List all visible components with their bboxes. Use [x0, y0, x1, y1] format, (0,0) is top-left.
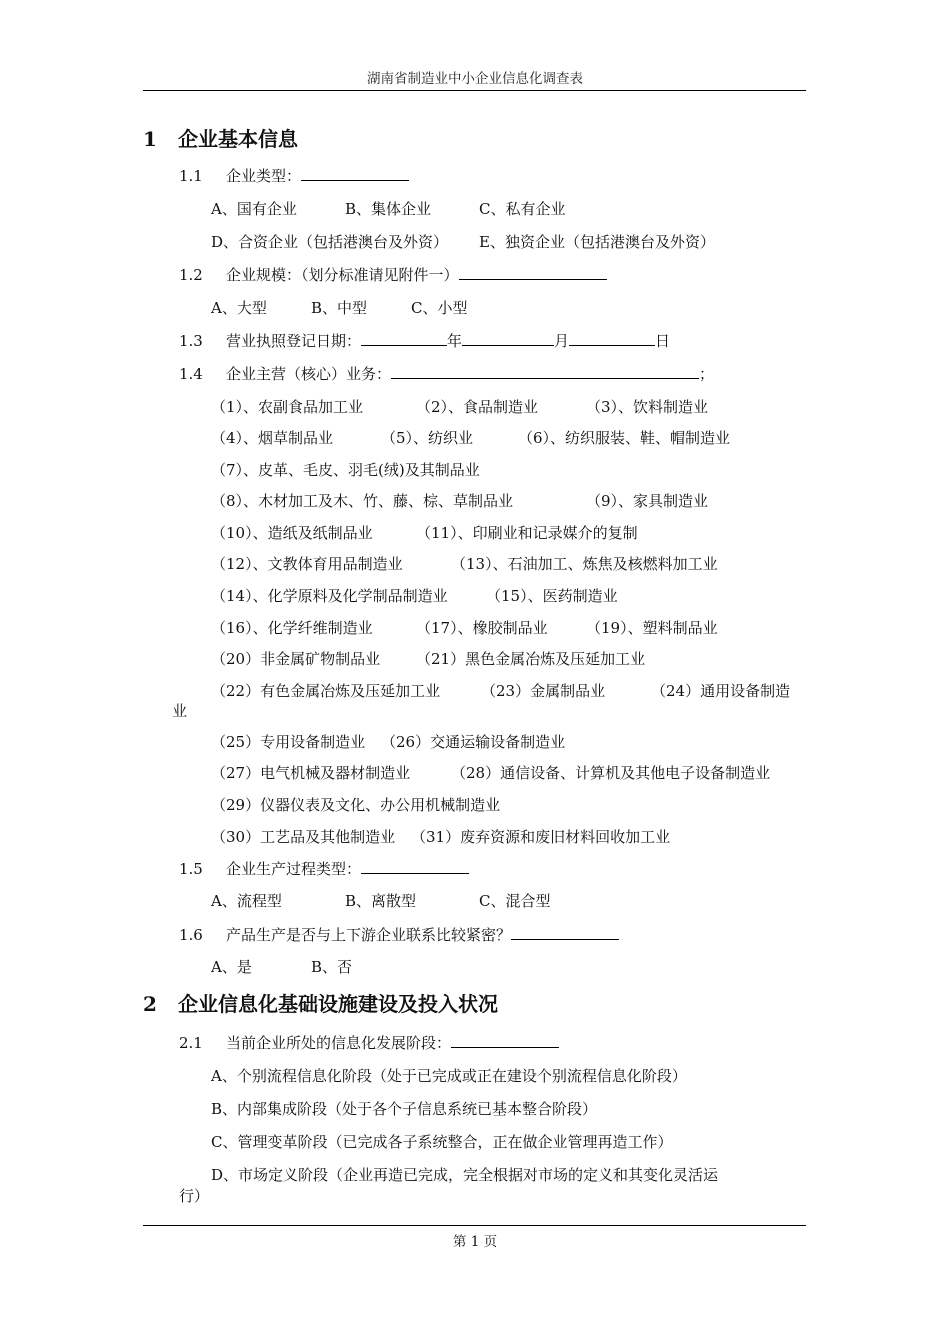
- option: B、中型: [311, 299, 368, 317]
- question-label: 当前企业所处的信息化发展阶段：: [226, 1034, 452, 1052]
- page-number: 第 1 页: [452, 1234, 498, 1250]
- industry-option: （3）、饮料制造业: [586, 398, 709, 416]
- industry-row: [211, 618, 718, 638]
- industry-option: （10）、造纸及纸制品业: [211, 524, 373, 542]
- question-number: 1.5: [179, 860, 203, 878]
- option: B、离散型: [345, 892, 417, 910]
- industry-row: [211, 681, 790, 701]
- industry-option: （11）、印刷业和记录媒介的复制: [416, 524, 638, 542]
- industry-row: [211, 554, 718, 574]
- question-number: 1.4: [179, 365, 203, 383]
- industry-option: （16）、化学纤维制造业: [211, 619, 373, 637]
- industry-row: [211, 649, 645, 669]
- option-row: [211, 891, 550, 911]
- section-title: 企业信息化基础设施建设及投入状况: [178, 992, 498, 1016]
- industry-row: [211, 397, 708, 417]
- question-number: 2.1: [179, 1034, 203, 1052]
- question-label: 营业执照登记日期：: [226, 332, 362, 350]
- footer-rule: [143, 1225, 806, 1226]
- option: A、大型: [211, 299, 267, 317]
- option-row: [211, 199, 565, 219]
- option: A、是: [211, 958, 252, 976]
- day-label: 日: [655, 332, 671, 350]
- industry-option: （27）电气机械及器材制造业: [211, 764, 411, 782]
- option: C、私有企业: [479, 200, 566, 218]
- industry-option: （19）、塑料制品业: [586, 619, 718, 637]
- option: C、混合型: [479, 892, 551, 910]
- industry-row: [211, 732, 565, 752]
- section-title: 企业基本信息: [178, 127, 298, 151]
- industry-option: （28）通信设备、计算机及其他电子设备制造业: [451, 764, 771, 782]
- industry-row: [211, 428, 730, 448]
- question-label: 企业规模：（划分标准请见附件一）: [226, 266, 459, 284]
- industry-option: （20）非金属矿物制品业: [211, 650, 381, 668]
- industry-option: （12）、文教体育用品制造业: [211, 555, 403, 573]
- industry-row: [211, 586, 618, 606]
- stage-option: D、市场定义阶段（企业再造已完成，完全根据对市场的定义和其变化灵活运: [211, 1166, 719, 1184]
- industry-row-wrap: [172, 701, 187, 721]
- industry-option: （31）废弃资源和废旧材料回收加工业: [411, 828, 671, 846]
- industry-option: （17）、橡胶制品业: [416, 619, 548, 637]
- question-1-2: [179, 265, 607, 285]
- question-1-1: [179, 166, 409, 186]
- industry-row: [211, 795, 500, 815]
- industry-option: （21）黑色金属冶炼及压延加工业: [416, 650, 646, 668]
- option: B、集体企业: [345, 200, 432, 218]
- option-row: [211, 957, 352, 977]
- question-number: 1.1: [179, 167, 203, 185]
- industry-option: （14）、化学原料及化学制品制造业: [211, 587, 448, 605]
- option-row: [211, 298, 467, 318]
- industry-option: （23）金属制品业: [481, 682, 606, 700]
- header-rule: [143, 90, 806, 91]
- option: A、国有企业: [211, 200, 297, 218]
- industry-row: [211, 460, 480, 480]
- answer-blank[interactable]: [361, 859, 469, 874]
- industry-option: （25）专用设备制造业: [211, 733, 366, 751]
- day-blank[interactable]: [569, 331, 655, 346]
- option-row: [211, 232, 715, 252]
- month-blank[interactable]: [462, 331, 554, 346]
- section-1-heading: [143, 126, 298, 152]
- industry-option: （7）、皮革、毛皮、羽毛(绒)及其制品业: [211, 461, 480, 479]
- industry-option: （15）、医药制造业: [486, 587, 618, 605]
- industry-option: （5）、纺织业: [381, 429, 474, 447]
- answer-blank[interactable]: [459, 265, 607, 280]
- page-header-title: 湖南省制造业中小企业信息化调查表: [367, 71, 583, 87]
- option: C、小型: [411, 299, 468, 317]
- section-number: 2: [143, 992, 157, 1016]
- industry-row: [211, 763, 770, 783]
- industry-option: （2）、食品制造业: [416, 398, 539, 416]
- industry-option: （9）、家具制造业: [586, 492, 709, 510]
- industry-option: （26）交通运输设备制造业: [381, 733, 566, 751]
- year-blank[interactable]: [361, 331, 447, 346]
- industry-row: [211, 827, 670, 847]
- question-1-4: [179, 364, 714, 384]
- question-number: 1.6: [179, 926, 203, 944]
- option: D、合资企业（包括港澳台及外资）: [211, 233, 449, 251]
- answer-blank[interactable]: [451, 1033, 559, 1048]
- option: E、独资企业（包括港澳台及外资）: [479, 233, 715, 251]
- stage-option: B、内部集成阶段（处于各个子信息系统已基本整合阶段）: [211, 1100, 598, 1118]
- industry-option: （30）工艺品及其他制造业: [211, 828, 396, 846]
- stage-option: C、管理变革阶段（已完成各子系统整合，正在做企业管理再造工作）: [211, 1133, 673, 1151]
- question-1-6: [179, 925, 619, 945]
- industry-option: （4）、烟草制品业: [211, 429, 334, 447]
- industry-option: （22）有色金属冶炼及压延加工业: [211, 682, 441, 700]
- question-number: 1.3: [179, 332, 203, 350]
- answer-blank[interactable]: [301, 166, 409, 181]
- industry-option: （1）、农副食品加工业: [211, 398, 364, 416]
- industry-option: （29）仪器仪表及文化、办公用机械制造业: [211, 796, 501, 814]
- question-2-1: [179, 1033, 559, 1053]
- question-number: 1.2: [179, 266, 203, 284]
- section-number: 1: [143, 127, 157, 151]
- year-label: 年: [447, 332, 463, 350]
- answer-blank[interactable]: [391, 364, 699, 379]
- stage-option: A、个别流程信息化阶段（处于已完成或正在建设个别流程信息化阶段）: [211, 1067, 687, 1085]
- answer-blank[interactable]: [511, 925, 619, 940]
- industry-option-continuation: 业: [172, 702, 188, 720]
- stage-option-continuation: 行）: [179, 1187, 210, 1205]
- industry-option: （13）、石油加工、炼焦及核燃料加工业: [451, 555, 718, 573]
- question-1-3: [179, 331, 670, 351]
- question-label: 产品生产是否与上下游企业联系比较紧密？: [226, 926, 512, 944]
- line-end: ；: [699, 365, 715, 383]
- question-label: 企业主营（核心）业务：: [226, 365, 392, 383]
- industry-option: （8）、木材加工及木、竹、藤、棕、草制品业: [211, 492, 514, 510]
- option: B、否: [311, 958, 353, 976]
- industry-option: （24）通用设备制造: [651, 682, 791, 700]
- industry-row: [211, 491, 708, 511]
- option: A、流程型: [211, 892, 282, 910]
- industry-row: [211, 523, 638, 543]
- industry-option: （6）、纺织服装、鞋、帽制造业: [518, 429, 731, 447]
- question-label: 企业类型：: [226, 167, 302, 185]
- question-label: 企业生产过程类型：: [226, 860, 362, 878]
- section-2-heading: [143, 991, 498, 1017]
- month-label: 月: [554, 332, 570, 350]
- question-1-5: [179, 859, 469, 879]
